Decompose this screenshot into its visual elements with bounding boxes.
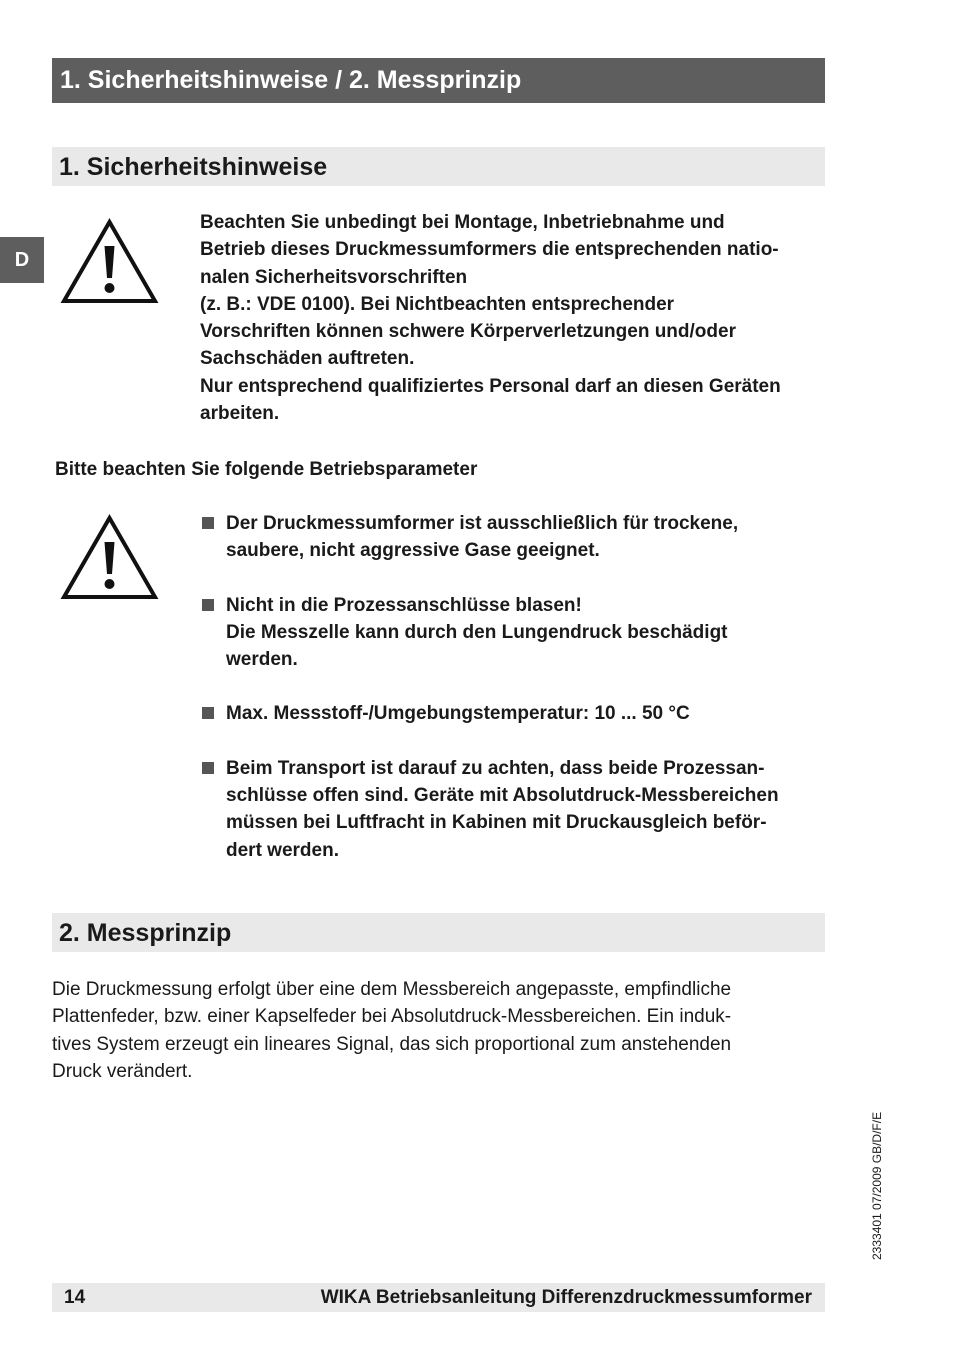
warning-line: Sachschäden auftreten. [200, 348, 415, 370]
warning-line: Nur entsprechend qualifiziertes Personal darf an diesen Geräten [200, 375, 781, 397]
page-number: 14 [64, 1287, 86, 1308]
list-item: Beim Transport ist darauf zu achten, dass beide Prozessan- schlüsse offen sind. Geräte mit Absolutdruck-Messbereichen müssen bei Luftfracht in Kabinen mit Druckausgleich beför- dert werden. [200, 755, 830, 864]
section-heading-safety: 1. Sicherheitshinweise [52, 147, 825, 186]
square-bullet-icon [202, 517, 214, 529]
language-tab: D [0, 237, 44, 283]
params-list [200, 510, 830, 891]
params-heading: Bitte beachten Sie folgende Betriebsparameter [55, 459, 478, 480]
warning-triangle-icon [60, 218, 159, 304]
section-heading-principle: 2. Messprinzip [52, 913, 825, 952]
list-item: Max. Messstoff-/Umgebungstemperatur: 10 ... 50 °C [200, 700, 830, 727]
principle-paragraph: Die Druckmessung erfolgt über eine dem Messbereich angepasste, empfindliche Plattenfeder, bzw. einer Kapselfeder bei Absolutdruck-Messbereichen. Ein induk- tives System erzeugt ein lineares Signal, das sich proportional zum anstehenden Druck verändert. [52, 979, 732, 1082]
warning-line: Beachten Sie unbedingt bei Montage, Inbetriebnahme und [200, 212, 725, 233]
warning-triangle-icon [60, 514, 159, 600]
list-item: Nicht in die Prozessanschlüsse blasen! Die Messzelle kann durch den Lungendruck beschädigt werden. [200, 592, 830, 674]
safety-warning-text [200, 209, 830, 427]
warning-line: nalen Sicherheitsvorschriften [200, 266, 468, 288]
page-footer [52, 1283, 825, 1312]
footer-doc-title: WIKA Betriebsanleitung Differenzdruckmessumformer [320, 1287, 812, 1308]
square-bullet-icon [202, 707, 214, 719]
warning-line: (z. B.: VDE 0100). Bei Nichtbeachten entsprechender [200, 293, 675, 315]
square-bullet-icon [202, 599, 214, 611]
document-code: 2333401 07/2009 GB/D/F/E [870, 1111, 884, 1260]
warning-line: arbeiten. [200, 403, 280, 425]
warning-line: Vorschriften können schwere Körperverletzungen und/oder [200, 321, 736, 343]
warning-line: Betrieb dieses Druckmessumformers die entsprechenden natio- [200, 239, 779, 261]
page-title: 1. Sicherheitshinweise / 2. Messprinzip [52, 58, 825, 103]
square-bullet-icon [202, 762, 214, 774]
list-item: Der Druckmessumformer ist ausschließlich für trockene, saubere, nicht aggressive Gase geeignet. [200, 510, 830, 565]
